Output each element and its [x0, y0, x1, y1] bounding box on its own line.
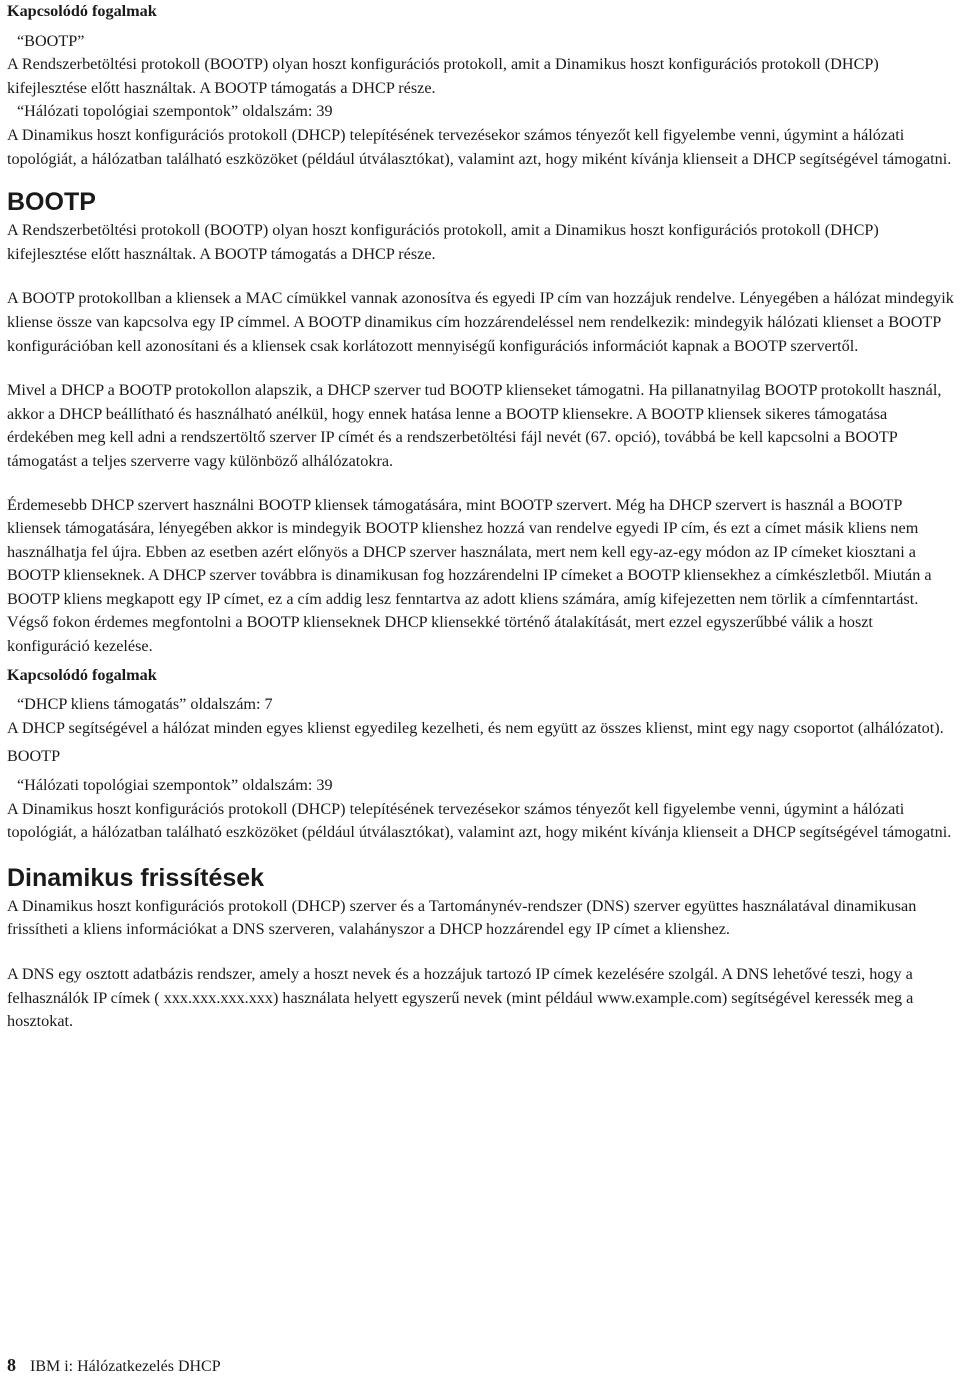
section-heading-dynamic-updates: Dinamikus frissítések — [7, 863, 265, 892]
page-number: 8 — [7, 1355, 16, 1375]
related-link-desc: A Dinamikus hoszt konfigurációs protokoll (DHCP) telepítésének tervezésekor számos tényezőt kell figyelembe venni, úgymint a hálózati topológiát, a hálózatban található eszközöket (például útválasztókat), valamint azt, hogy miként kívánja klienseit a DHCP segítségével támogatni. — [7, 799, 952, 842]
paragraph: Érdemesebb DHCP szervert használni BOOTP kliensek támogatására, mint BOOTP szervert. Még ha DHCP szervert is használ a BOOTP kliensek támogatására, lényegében akkor is mindegyik BOOTP klienshez hozzá van rendelve egyedi IP cím, és ezt a címet másik kliens nem használhatja fel újra. Ebben az esetben azért előnyös a DHCP szerver használata, mert nem kell egy-az-egy módon az IP címeket kiosztani a BOOTP klienseknek. A DHCP szerver továbbra is dinamikusan fog hozzárendelni IP címeket a BOOTP kliensekhez a címkészletből. Miután a BOOTP kliens megkapott egy IP címet, ez a cím addig lesz fenntartva az adott kliens számára, amíg kifejezetten nem törlik a címfenntartást. Végső fokon érdemes megfontolni a BOOTP klienseknek DHCP kliensekké történő átalakítását, mert ezzel egyszerűbbé válik a hoszt konfiguráció kezelése. — [7, 495, 932, 656]
related-concepts-heading: Kapcsolódó fogalmak — [7, 2, 157, 20]
book-title: IBM i: Hálózatkezelés DHCP — [30, 1358, 221, 1375]
related-link-dhcp-client-support[interactable]: “DHCP kliens támogatás” oldalszám: 7 — [17, 695, 273, 714]
paragraph: A DNS egy osztott adatbázis rendszer, amely a hoszt nevek és a hozzájuk tartozó IP címek kezelésére szolgál. A DNS lehetővé teszi, hogy a felhasználók IP címek ( xxx.xxx.xxx.xxx) használata helyett egyszerű nevek (mint például www.example.com) segítségével keressék meg a hosztokat. — [7, 965, 914, 1031]
related-concepts-heading: Kapcsolódó fogalmak — [7, 665, 157, 684]
related-link-network-topology[interactable]: “Hálózati topológiai szempontok” oldalszám: 39 — [17, 776, 333, 795]
related-link-desc: A Dinamikus hoszt konfigurációs protokoll (DHCP) telepítésének tervezésekor számos tényezőt kell figyelembe venni, úgymint a hálózati topológiát, a hálózatban található eszközöket (például útválasztókat), valamint azt, hogy miként kívánja klienseit a DHCP segítségével támogatni. — [7, 125, 952, 168]
page-footer — [7, 1356, 221, 1376]
related-link-network-topology[interactable]: “Hálózati topológiai szempontok” oldalszám: 39 — [17, 102, 333, 121]
related-link-bootp[interactable]: “BOOTP” — [17, 31, 85, 50]
paragraph: A Rendszerbetöltési protokoll (BOOTP) olyan hoszt konfigurációs protokoll, amit a Dinamikus hoszt konfigurációs protokoll (DHCP) kifejlesztése előtt használtak. A BOOTP támogatás a DHCP része. — [7, 221, 879, 263]
paragraph: Mivel a DHCP a BOOTP protokollon alapszik, a DHCP szerver tud BOOTP klienseket támogatni. Ha pillanatnyilag BOOTP protokollt használ, akkor a DHCP beállítható és használható anélkül, hogy ennek hatása lenne a BOOTP kliensekre. A BOOTP kliensek sikeres támogatása érdekében meg kell adni a rendszertöltő szerver IP címét és a rendszerbetöltési fájl nevét (67. opció), továbbá be kell kapcsolni a BOOTP támogatást a teljes szerverre vagy különböző alhálózatokra. — [7, 381, 942, 470]
related-link-bootp[interactable]: BOOTP — [7, 747, 61, 766]
paragraph: A BOOTP protokollban a kliensek a MAC címükkel vannak azonosítva és egyedi IP cím van hozzájuk rendelve. Lényegében a hálózat mindegyik kliense össze van kapcsolva egy IP címmel. A BOOTP dinamikus cím hozzárendeléssel nem rendelkezik: mindegyik hálózati klienset a BOOTP konfigurációban kell azonosítani és a kliensek csak korlátozott mennyiségű konfigurációs információt kapnak a BOOTP szervertől. — [7, 289, 954, 355]
paragraph: A Dinamikus hoszt konfigurációs protokoll (DHCP) szerver és a Tartománynév-rendszer (DNS) szerver együttes használatával dinamikusan frissítheti a kliens információkat a DNS szerveren, valahányszor a DHCP hozzárendel egy IP címet a klienshez. — [7, 896, 917, 939]
related-link-desc: A Rendszerbetöltési protokoll (BOOTP) olyan hoszt konfigurációs protokoll, amit a Dinamikus hoszt konfigurációs protokoll (DHCP) kifejlesztése előtt használtak. A BOOTP támogatás a DHCP része. — [7, 55, 879, 97]
section-heading-bootp: BOOTP — [7, 188, 96, 217]
related-link-desc: A DHCP segítségével a hálózat minden egyes klienst egyedileg kezelheti, és nem együtt az összes klienst, mint egy nagy csoportot (alhálózatot). — [7, 718, 944, 737]
document-page — [7, 0, 957, 1034]
